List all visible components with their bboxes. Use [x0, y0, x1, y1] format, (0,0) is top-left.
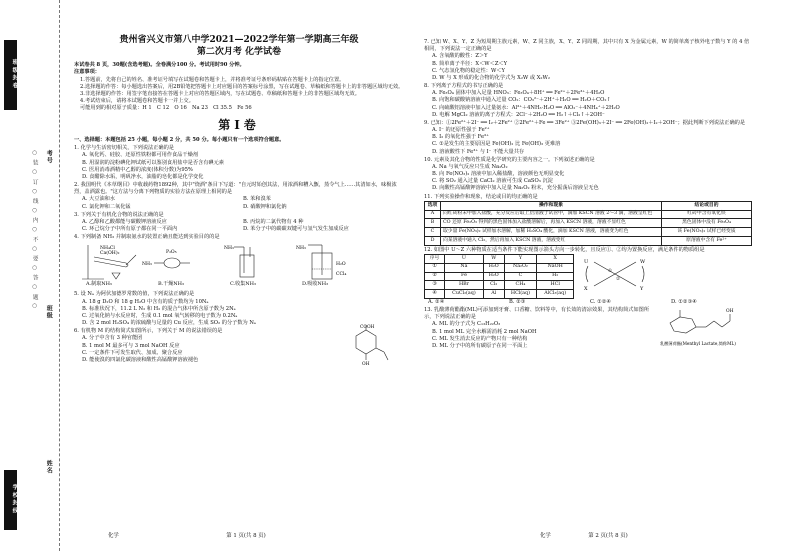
exam-info: 本试卷共 8 页，30题(含选考题)。全卷满分100 分。考试用时90 分钟。 [74, 62, 245, 69]
ml-caption: 乳酸薄荷酯(Menthyl Lactate,简称ML) [660, 341, 736, 347]
caption-c: C.收集NH₃ [230, 281, 256, 288]
question-5 [74, 291, 404, 327]
option: C. 向硫酸铝溶液中加入过量氨水：Al³⁺＋4NH₃·H₂O ══ AlO₂⁻＋4NH₄⁺＋2H₂O [432, 104, 620, 111]
note-item: 4.考试结束后，请将本试题卷和答题卡一并上交。 [80, 98, 194, 105]
option: D. 向酸性高锰酸钾溶液中加入足量 Na₂O₂ 粉末，充分振荡后溶液呈无色 [432, 185, 599, 192]
footer-subject: 化学 [540, 533, 551, 539]
option: B. 1 mol ML 完全水解需消耗 2 mol NaOH [432, 328, 537, 335]
table-cell: Al [483, 290, 504, 299]
note-item: 3.非选择题的作答：用签字笔直接答在答题卡上对应的答题区域内，写在试题卷、草稿纸和答题卡上的非答题区域均无效。 [80, 90, 360, 97]
label-nh3-b: NH₃ [142, 262, 152, 268]
question-6 [74, 325, 404, 367]
table-row [425, 290, 574, 299]
label-ccl4: CCl₄ [336, 272, 347, 278]
label-h2o: H₂O [336, 262, 346, 268]
option: C. ①是发生的主要原因是 Fe(OH)₂ 比 Fe(OH)₃ 更难溶 [432, 141, 561, 148]
table-row [425, 236, 752, 245]
footer-page: 第 2 页(共 8 页) [588, 533, 628, 539]
option: B. 标准状况下，11.2 L N₂ 和 H₂ 的混合气体中所含原子数为 2Nₐ [82, 305, 236, 312]
option: A. 氧化钙、硅胶、还原性铁粉都可用作食品干燥剂 [82, 152, 198, 159]
option: D. 含 2 mol H₂SO₄ 的浓硫酸与足量的 Cu 反应，生成 SO₂ 的分子数为 Nₐ [82, 320, 256, 327]
option: C. 将 SO₂ 通入过量 CaCl₂ 溶液可生成 CaSO₃ 沉淀 [432, 178, 553, 185]
table-cell: H₂O [483, 263, 504, 272]
option: A. 大豆油和水 [82, 196, 115, 203]
question-stem: 8. 下列离子方程式的书写正确的是 [424, 83, 504, 90]
question-3 [74, 212, 404, 234]
binding-strip [0, 0, 60, 551]
label-nh4cl: NH₄Cl [100, 246, 115, 252]
table-cell: HCl [537, 281, 574, 290]
option: B. ②③ [509, 298, 526, 305]
table-cell: ② [425, 272, 445, 281]
question-10 [424, 157, 752, 193]
table-header: 序号 [425, 254, 445, 263]
option: A. 分子中含有 3 种官能团 [82, 335, 143, 342]
table-header: 结论或目的 [662, 201, 752, 210]
question-stem: 11. 下列实验操作和现象，结论或目的均正确的是 [424, 193, 538, 200]
seal-line-text: ○ 装 ○ 订 ○ 线 ○ 内 ○ 不 ○ 要 ○ 答 ○ 题 ○ [31, 150, 38, 311]
struct-oh: OH [362, 362, 370, 367]
reaction-2: ② [616, 276, 621, 282]
table-cell: Fe [444, 272, 483, 281]
table-cell: 该 Fe(NO₃)₂ 试样已经变质 [662, 228, 752, 237]
page-right [424, 38, 752, 350]
option: C. 过氧化钠与水反应时，生成 0.1 mol 氧气转移的电子数为 0.2Nₐ [82, 312, 238, 319]
part-heading: 第Ⅰ卷 [218, 118, 260, 133]
option: A. ②④ [428, 298, 445, 305]
table-row [425, 281, 574, 290]
footer-subject: 化学 [108, 533, 119, 539]
table-cell: HBr [444, 281, 483, 290]
option: D. ML 分子中的所有碳原子在同一平面上 [432, 342, 528, 349]
table-header: Y [504, 254, 537, 263]
table-header: 操作和现象 [441, 201, 662, 210]
table-header: X [537, 254, 574, 263]
option: C. 气态氢化物的稳定性：W＜Y [432, 67, 505, 74]
question-2 [74, 182, 404, 211]
option: C. 医用消毒酒精中乙醇的浓度(体积分数)为95% [82, 166, 193, 173]
question-stem: 10. 元素及其化合物的性质是化学研究的主要内容之一。下列叙述正确的是 [424, 156, 595, 163]
table-cell: NaOH [537, 263, 574, 272]
kaohao-label: 考号 [45, 150, 53, 164]
note-item: 1.答题前，先将自己的姓名、准考证号填写在试题卷和答题卡上，并将准考证号条形码粘贴在答题卡上的指定位置。 [80, 76, 345, 83]
option: C. ①②④ [590, 298, 612, 305]
option: C. ML 发生消去反应的产物只有一种结构 [432, 335, 528, 342]
node-w: W [640, 258, 646, 265]
struct-oh: OH [726, 309, 734, 315]
question-13 [424, 307, 752, 350]
option: A. 乙醇和乙酸都能与碳酸钾溶液反应 [82, 218, 167, 225]
q12-conversion-diagram [580, 254, 650, 294]
note-item: 2.选择题的作答：每小题选出答案后，用2B铅笔把答题卡上对应题目的答案标号涂黑，写在试题卷、草稿纸和答题卡上的非答题区域均无效。 [80, 83, 404, 90]
question-8 [424, 83, 752, 119]
exam-title-line2: 第二次月考 化学试卷 [196, 47, 282, 58]
table-cell: D [425, 236, 441, 245]
table-cell: CH₄ [504, 281, 537, 290]
option: D. 硝酸钾和氯化钠 [243, 203, 287, 210]
question-1 [74, 145, 404, 181]
seal-tab-bottom: 学校封线 [4, 470, 17, 530]
option: A. Fe₃O₄ 固体中加入足量 HNO₃：Fe₃O₄＋8H⁺ ══ Fe²⁺＋2Fe³⁺＋4H₂O [432, 90, 605, 97]
option: B. 用湿润的淀粉碘化钾试纸可以鉴别食用盐中是否含有碘元素 [82, 159, 224, 166]
caption-b: B.干燥NH₃ [158, 281, 185, 288]
option: A. Na 与氧气反应只生成 Na₂O₂ [432, 163, 508, 170]
table-cell: HCl(aq) [504, 290, 537, 299]
table-row [425, 210, 752, 219]
table-cell: 原溶液中含有 Fe²⁺ [662, 236, 752, 245]
table-cell: Cl₂ [483, 281, 504, 290]
table-cell: Na₂O₂ [504, 263, 537, 272]
table-cell: 黑色固体中没有 Fe₃O₄ [662, 219, 752, 228]
caption-a: A.制取NH₃ [86, 281, 112, 288]
option: D. 能使溴的四氯化碳溶液和酸性高锰酸钾溶液褪色 [82, 356, 199, 363]
table-cell: C [425, 228, 441, 237]
option: B. 向饱和碳酸钠溶液中通入过量 CO₂：CO₃²⁻＋2H⁺＋H₂O ══ H₂O＋CO₂↑ [432, 97, 611, 104]
question-stem: 1. 化学与生活密切相关，下列说法正确的是 [74, 145, 174, 152]
option: D. 苯分子中的碳碳双键可与氢气发生加成反应 [243, 226, 349, 233]
table-cell: 红砖中含有氧化铁 [662, 210, 752, 219]
option: D. 溶液酸性下 Fe³⁺ 与 I⁻ 不能大量共存 [432, 148, 525, 155]
label-nh3-d: NH₃ [296, 246, 306, 252]
table-row [425, 263, 574, 272]
table-cell: ④ [425, 290, 445, 299]
node-y: Y [640, 285, 644, 292]
option: B. 丙烷的二氯代物有 4 种 [243, 218, 304, 225]
question-stem: 2. 我国明代《本草纲目》中收载药物1892种，其中"烧酒"条目下写道："自元时始创其法，用浓酒和糟入甑，蒸令气上……其清如水，味极浓烈，盖酒露也。"这方法与分离下列物质的实验方法在原理上相同的是 [74, 182, 397, 196]
table-cell: ③ [425, 281, 445, 290]
table-cell: 向红砖粉末中加入盐酸，充分反应后取上层清液于试管中，滴加 KSCN 溶液 2～3 滴，溶液呈红色 [441, 210, 662, 219]
question-stem: 4. 下列制备 NH₃ 并制取氨水的装置正确且能达到实验目的的是 [74, 234, 220, 241]
seal-tab-top: 班级封卷 [4, 40, 17, 110]
option: B. 苯和溴苯 [243, 196, 271, 203]
option: C. 一定条件下可发生取代、加成、聚合反应 [82, 349, 183, 356]
table-header: U [444, 254, 483, 263]
label-nh3-c: NH₃ [224, 246, 234, 252]
option: C. 环己烷分子中所有原子都在同一平面内 [82, 226, 178, 233]
caption-d: D.吸收NH₃ [302, 281, 329, 288]
question-4 [74, 234, 404, 241]
option: D. W 与 X 形成的化合物的化学式为 X₂W 或 X₂W₂ [432, 74, 550, 81]
option: A. ML 的分子式为 C₁₃H₂₂O₃ [432, 321, 501, 328]
note-item: 可能用到的相对原子质量：H 1 C 12 O 16 Na 23 Cl 35.5 Fe 56 [80, 105, 252, 112]
option: B. 向 Fe(NO₃)₂ 溶液中加入稀盐酸，溶液颜色无明显变化 [432, 171, 565, 178]
option: A. 18 g D₂O 和 18 g H₂O 中含有的质子数均为 10Nₐ [82, 298, 209, 305]
option: D. 电解 MgCl₂ 溶液的离子方程式：2Cl⁻＋2H₂O ══ H₂↑＋Cl₂↑＋2OH⁻ [432, 111, 605, 118]
table-cell: AlCl₃(aq) [537, 290, 574, 299]
question-12 [424, 247, 752, 306]
option: B. I₂ 的氧化性强于 Fe³⁺ [432, 134, 489, 141]
reaction-1: ① [608, 268, 613, 274]
table-cell: H₂O [483, 272, 504, 281]
option: A. 含氧酸的酸性：Z＞Y [432, 53, 488, 60]
label-caoh2: Ca(OH)₂ [100, 251, 120, 257]
question-stem: 12. 如图中 U～Z 六种物质在适当条件下能实现图示箭头方向一步转化，且反应①、②均为置换反应，满足条件的物质组是 [424, 246, 705, 253]
footer-page: 第 1 页(共 8 页) [226, 533, 266, 539]
q12-table [424, 254, 574, 299]
q4-apparatus-figure [74, 243, 404, 289]
table-row [425, 228, 752, 237]
table-cell: Na [444, 263, 483, 272]
label-p2o5: P₂O₅ [166, 250, 177, 256]
question-stem: 3. 下列关于有机化合物的说法正确的是 [74, 211, 164, 218]
option: B. 简单离子半径：X＜W＜Z＜Y [432, 60, 508, 67]
exam-title-line1: 贵州省兴义市第八中学2021—2022学年第一学期高三年级 [119, 35, 359, 45]
table-cell: 向某溶液中通入 Cl₂，然后再加入 KSCN 溶液，溶液变红 [441, 236, 662, 245]
table-cell: A [425, 210, 441, 219]
option: A. I⁻ 的还原性强于 Fe²⁺ [432, 127, 490, 134]
option: B. 1 mol M 最多可与 3 mol NaOH 反应 [82, 342, 180, 349]
q13-ml-structure [660, 305, 752, 347]
table-cell: CuCl₂(aq) [444, 290, 483, 299]
table-header: 选项 [425, 201, 441, 210]
table-row [425, 272, 574, 281]
table-cell: CO 还原 Fe₂O₃ 得到的黑色固体加入盐酸溶解后，再加入 KSCN 溶液，溶液不显红色 [441, 219, 662, 228]
node-u: U [584, 258, 589, 265]
xingming-label: 姓名 [45, 460, 53, 474]
option: C. 氯化钾和二氧化锰 [82, 203, 131, 210]
question-stem: 9. 已知：①2Fe²⁺＋2I⁻ ══ I₂＋2Fe²⁺ ②2Fe²⁺＋Fe ══ 3Fe²⁺ ③2Fe(OH)₃＋2I⁻ ══ 2Fe(OH)₂＋I₂＋2OH⁻；据此判断下列说法正确的是 [424, 119, 746, 126]
question-11 [424, 194, 752, 246]
option: D. ①②③④ [671, 298, 697, 305]
banji-label: 班级 [45, 305, 53, 319]
page-left [74, 34, 404, 367]
question-stem: 13. 乳酸薄荷酯酯(ML)可添加到牙膏、口香糖、饮料等中，有长效的清凉效果，其结构简式如图所示，下列说法正确的是 [424, 307, 650, 321]
section-heading: 一、选择题：本题包括 25 小题，每小题 2 分，共 50 分。每小题只有一个选项符合题意。 [74, 137, 285, 144]
notes-heading: 注意事项： [74, 69, 100, 76]
table-cell: 取少量 Fe(NO₃)₂ 试样加水溶解，加稀 H₂SO₄ 酸化，滴加 KSCN 溶液，溶液变为红色 [441, 228, 662, 237]
q6-structure [336, 324, 396, 366]
table-cell: C [504, 272, 537, 281]
table-cell: H₂ [537, 272, 574, 281]
question-9 [424, 120, 752, 156]
question-7 [424, 39, 752, 82]
table-header: W [483, 254, 504, 263]
struct-cooh: COOH [360, 325, 375, 331]
option: D. 食醋除水垢，明矾净水，油脂的皂化都是化学变化 [82, 173, 204, 180]
table-cell: ① [425, 263, 445, 272]
question-stem: 7. 已知 W、X、Y、Z 为短周期主族元素，W、Z 同主族，X、Y、Z 同周期，其中只有 X 为金属元素，W 的简单离子核外电子数与 Y 的 4 倍相同，下列说法一定正确的是 [424, 39, 750, 53]
table-row [425, 219, 752, 228]
question-stem: 6. 有机物 M 的结构简式如图所示，下列关于 M 的说法错误的是 [74, 328, 223, 335]
node-x: X [584, 285, 588, 292]
question-stem: 5. 设 Nₐ 为阿伏加德罗常数的值，下列说法正确的是 [74, 291, 195, 298]
table-cell: B [425, 219, 441, 228]
q11-table [424, 201, 752, 246]
